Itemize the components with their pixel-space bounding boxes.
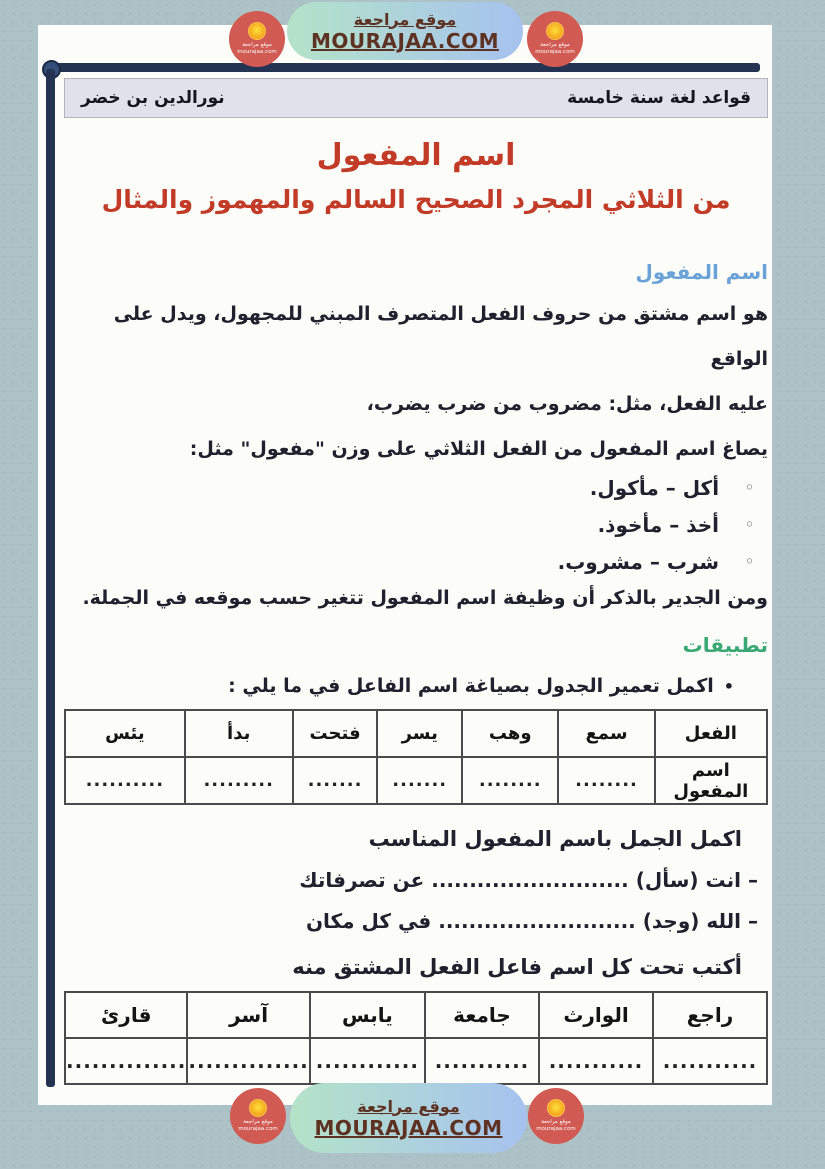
table-row xyxy=(65,757,767,804)
exercise3-instruction: أكتب تحت كل اسم فاعل الفعل المشتق منه xyxy=(292,955,742,979)
badge-caption-url: mourajaa.com xyxy=(535,49,575,55)
answer-blank: ......... xyxy=(185,757,293,804)
word-cell: جامعة xyxy=(425,992,539,1038)
example-item xyxy=(64,550,754,574)
table-row xyxy=(65,710,767,757)
verb-cell: فتحت xyxy=(293,710,378,757)
answer-blank: .............. xyxy=(65,1038,187,1084)
fill-in-sentence: – الله (وجد) .......................... في كل مكان xyxy=(305,909,758,933)
formation-line: يصاغ اسم المفعول من الفعل الثلاثي على وزن "مفعول" مثل: xyxy=(189,438,768,460)
example-text: شرب – مشروب. xyxy=(557,550,720,574)
page-subtitle: من الثلاثي المجرد الصحيح السالم والمهموز والمثال xyxy=(101,185,731,214)
word-cell: راجع xyxy=(653,992,767,1038)
page-title: اسم المفعول xyxy=(316,138,516,173)
applications-heading: تطبيقات xyxy=(682,633,768,657)
badge-caption-ar: موقع مراجعة xyxy=(540,42,570,48)
document-page xyxy=(38,25,772,1105)
exercise1-instruction xyxy=(64,675,768,697)
answer-blank: ........... xyxy=(653,1038,767,1084)
badge-caption-ar: موقع مراجعة xyxy=(541,1119,571,1125)
verb-cell: سمع xyxy=(558,710,654,757)
badge-caption-url: mourajaa.com xyxy=(237,49,277,55)
example-item xyxy=(64,476,754,500)
mourajaa-logo-badge xyxy=(229,11,285,67)
answer-blank: ........ xyxy=(558,757,654,804)
site-url-link[interactable]: MOURAJAA.COM xyxy=(314,1115,503,1140)
answer-blank: ........... xyxy=(425,1038,539,1084)
site-name-link[interactable]: موقع مراجعة xyxy=(357,1096,460,1116)
mourajaa-logo-badge xyxy=(527,11,583,67)
word-cell: آسر xyxy=(187,992,309,1038)
answer-blank: ............ xyxy=(310,1038,425,1084)
lesson-definition xyxy=(64,292,768,472)
badge-caption-url: mourajaa.com xyxy=(238,1126,278,1132)
mourajaa-logo-badge xyxy=(230,1088,286,1144)
circle-bullet-icon: ◦ xyxy=(745,517,754,533)
table-row xyxy=(65,1038,767,1084)
dot-bullet-icon: • xyxy=(723,677,734,696)
examples-list xyxy=(64,476,768,574)
header-bar xyxy=(64,78,768,118)
word-cell: يابس xyxy=(310,992,425,1038)
definition-line-1: هو اسم مشتق من حروف الفعل المتصرف المبني للمجهول، ويدل على الواقع xyxy=(113,303,768,370)
site-banner-top xyxy=(287,2,523,60)
logo-icon xyxy=(248,22,266,40)
circle-bullet-icon: ◦ xyxy=(745,480,754,496)
verbs-table xyxy=(64,709,768,805)
lesson-note: ومن الجدير بالذكر أن وظيفة اسم المفعول تتغير حسب موقعه في الجملة. xyxy=(82,587,768,609)
badge-caption-ar: موقع مراجعة xyxy=(242,42,272,48)
fill-in-sentence: – انت (سأل) .......................... عن تصرفاتك xyxy=(299,868,758,892)
verb-cell: يسر xyxy=(377,710,462,757)
site-banner-bottom xyxy=(290,1083,527,1153)
document-content xyxy=(64,78,768,1085)
circle-bullet-icon: ◦ xyxy=(745,554,754,570)
answer-blank: ........ xyxy=(462,757,558,804)
answer-row-label: اسم المفعول xyxy=(655,757,767,804)
header-subject: قواعد لغة سنة خامسة xyxy=(567,88,751,108)
example-item xyxy=(64,513,754,537)
badge-caption xyxy=(536,1119,576,1133)
exercise2-instruction: اكمل الجمل باسم المفعول المناسب xyxy=(368,827,742,851)
answer-blank: ........... xyxy=(539,1038,653,1084)
header-author: نورالدين بن خضر xyxy=(81,88,225,108)
verb-cell: وهب xyxy=(462,710,558,757)
page-frame-top xyxy=(46,63,760,72)
logo-icon xyxy=(249,1099,267,1117)
participles-table xyxy=(64,991,768,1085)
badge-caption-ar: موقع مراجعة xyxy=(243,1119,273,1125)
badge-caption xyxy=(238,1119,278,1133)
table-row xyxy=(65,992,767,1038)
definition-line-2: عليه الفعل، مثل: مضروب من ضرب يضرب، xyxy=(366,393,768,415)
exercise1-instruction-text: اكمل تعمير الجدول بصياغة اسم الفاعل في ما يلي : xyxy=(228,675,714,697)
page-frame-left xyxy=(46,69,55,1087)
answer-blank: ....... xyxy=(293,757,378,804)
verb-cell: بدأ xyxy=(185,710,293,757)
word-cell: الوارث xyxy=(539,992,653,1038)
site-name-link[interactable]: موقع مراجعة xyxy=(353,9,457,29)
logo-icon xyxy=(547,1099,565,1117)
answer-blank: .......... xyxy=(65,757,185,804)
mourajaa-logo-badge xyxy=(528,1088,584,1144)
answer-blank: ....... xyxy=(377,757,462,804)
example-text: أكل – مأكول. xyxy=(589,476,720,500)
badge-caption xyxy=(535,42,575,56)
site-url-link[interactable]: MOURAJAA.COM xyxy=(311,28,499,53)
verb-row-label: الفعل xyxy=(655,710,767,757)
example-text: أخذ – مأخوذ. xyxy=(597,513,720,537)
verb-cell: يئس xyxy=(65,710,185,757)
word-cell: قارئ xyxy=(65,992,187,1038)
main-title xyxy=(64,138,768,214)
badge-caption xyxy=(237,42,277,56)
badge-caption-url: mourajaa.com xyxy=(536,1126,576,1132)
answer-blank: .............. xyxy=(187,1038,309,1084)
lesson-heading: اسم المفعول xyxy=(635,260,768,284)
logo-icon xyxy=(546,22,564,40)
